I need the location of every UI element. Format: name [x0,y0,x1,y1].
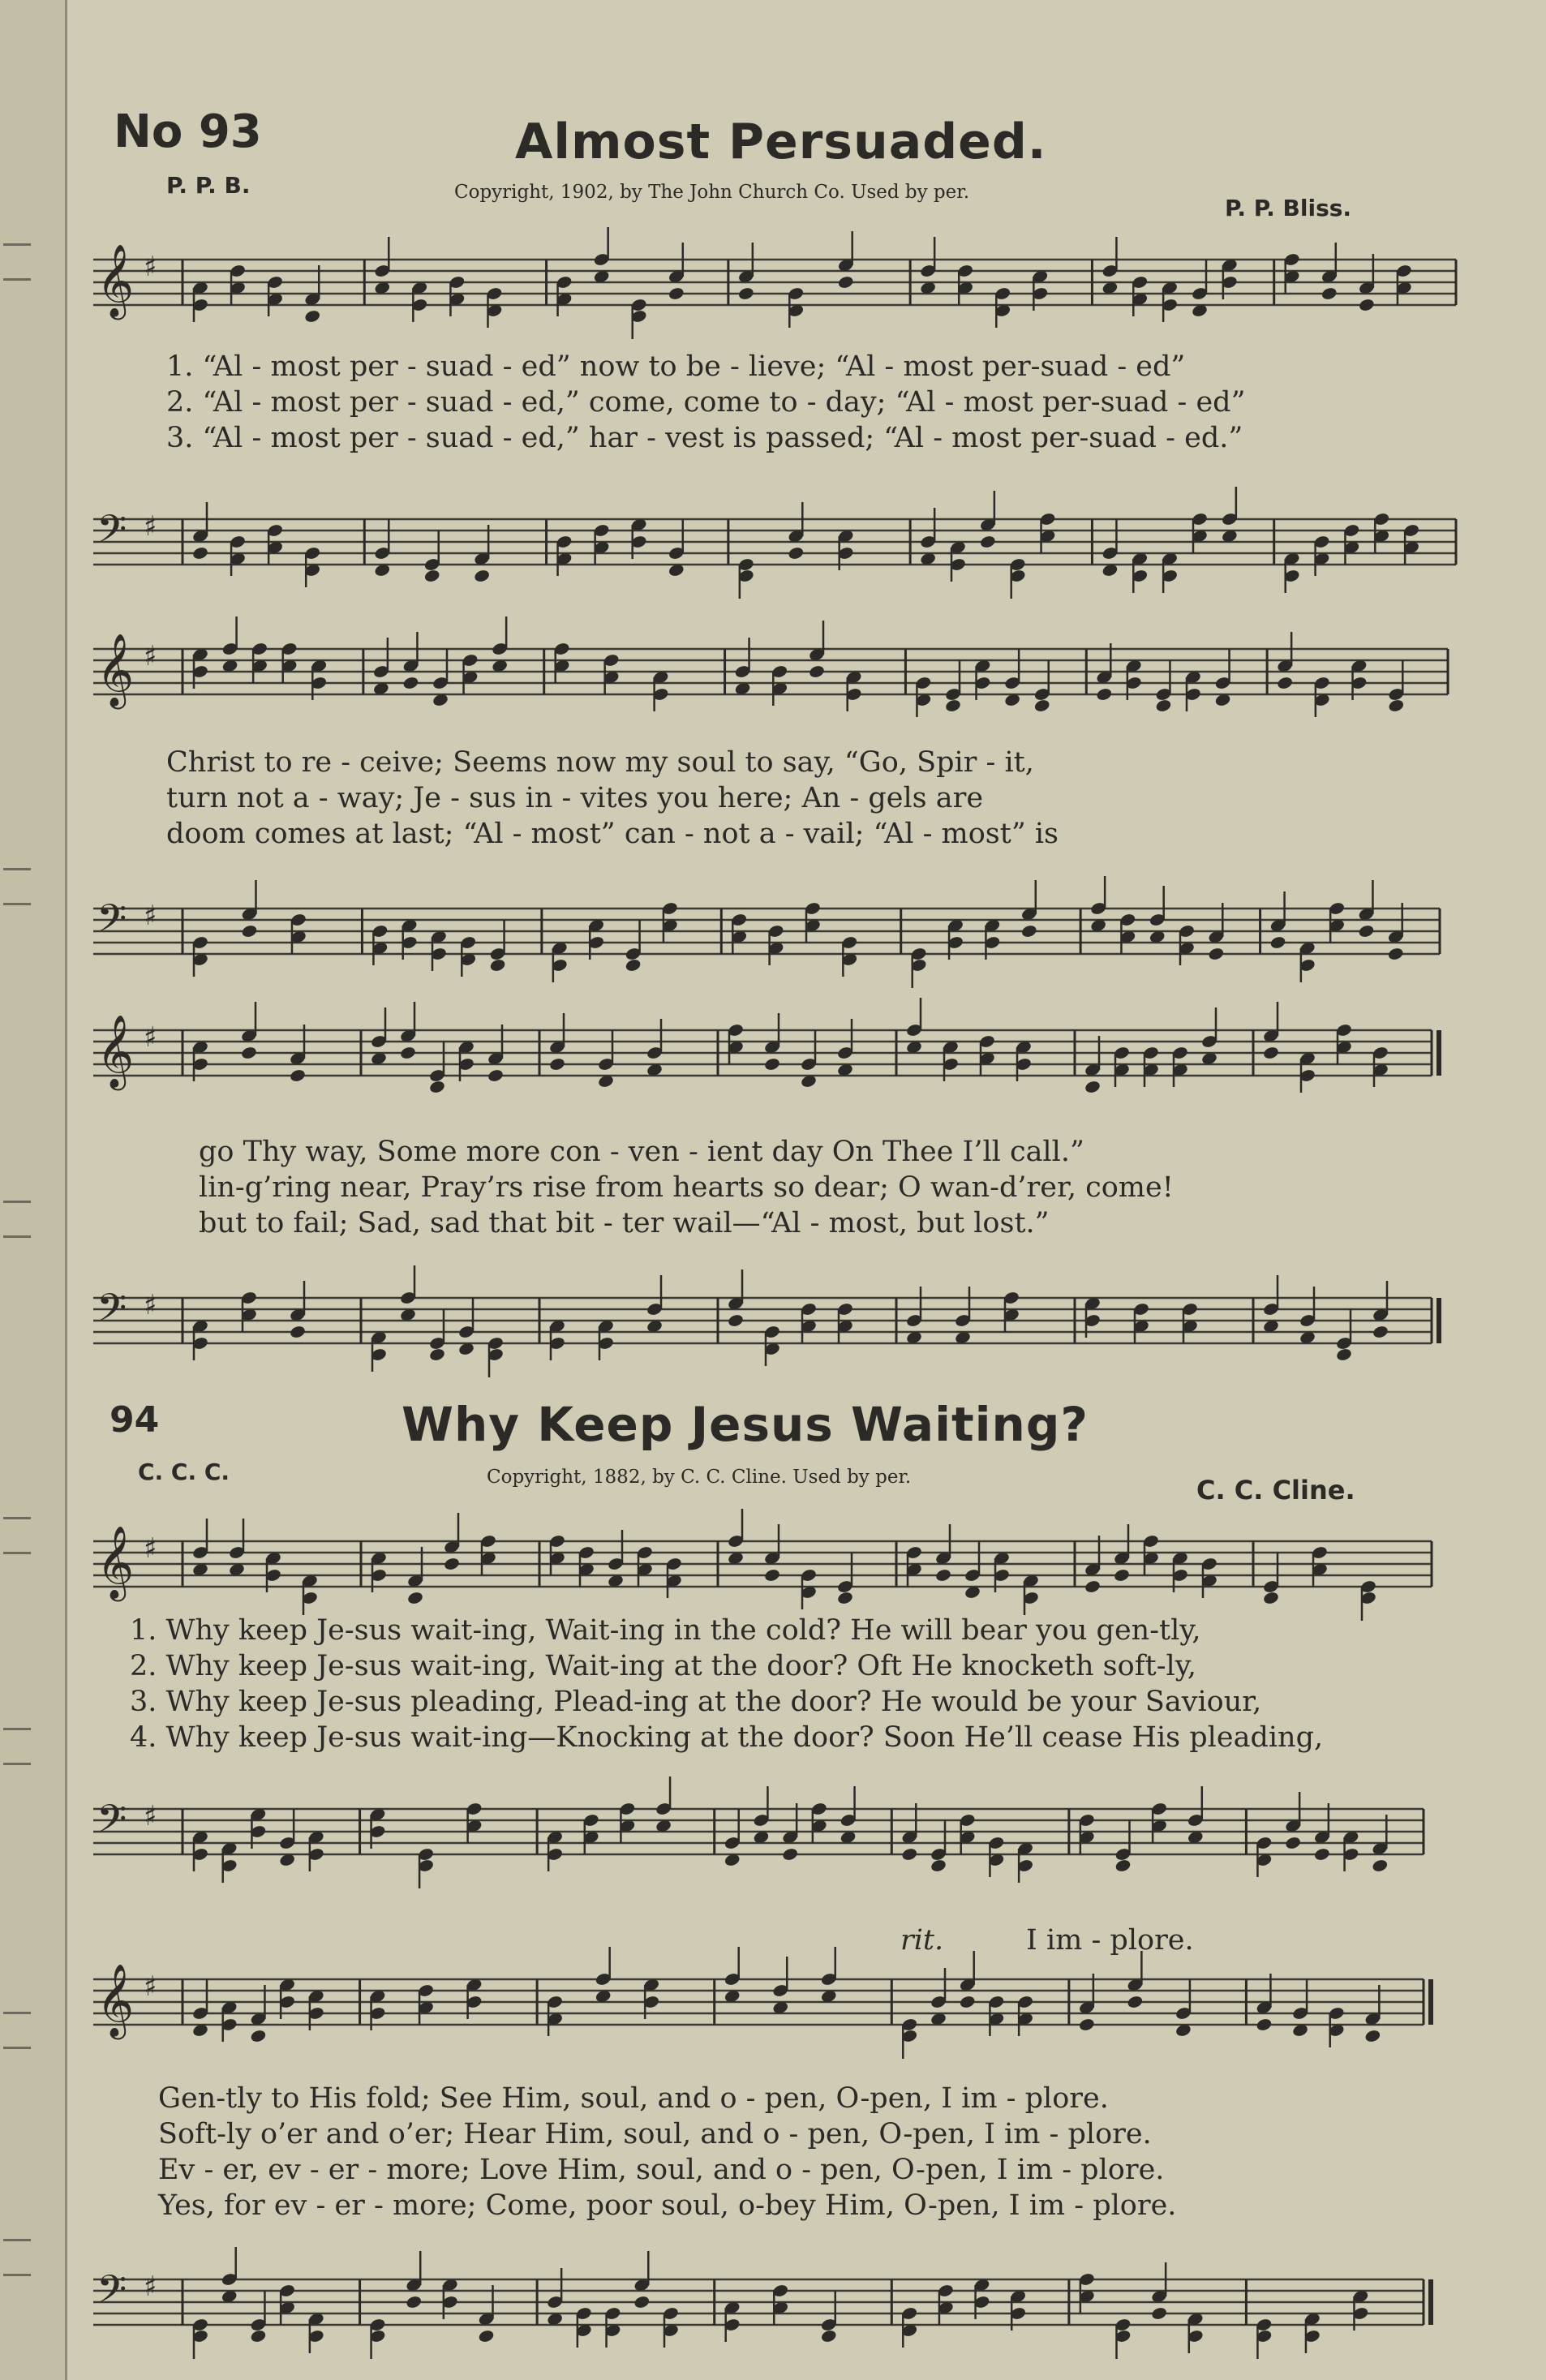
note-head-icon [489,958,506,973]
key-signature-sharp-icon: ♯ [144,510,157,543]
note-head-icon [625,958,642,973]
lyric-line: Yes, for ev - er - more; Come, poor soul, o-bey Him, O-pen, I im - plore. [158,2189,1177,2222]
note-head-icon [1358,924,1375,939]
hymnal-page [77,0,1529,2380]
note-head-icon [1388,698,1405,713]
note-head-icon [781,1847,798,1862]
lyric-line: Ev - er, ev - er - more; Love Him, soul, and o - pen, O-pen, I im - plore. [158,2154,1165,2186]
facing-page-staff-fragment [3,2012,31,2049]
note-head-icon [836,1591,853,1605]
note-head-icon [1387,947,1404,961]
lyric-line: Gen-tly to His fold; See Him, soul, and o - pen, O-pen, I im - plore. [158,2082,1109,2115]
note-head-icon [820,2329,837,2343]
note-head-icon [944,698,961,713]
note-head-icon [1113,1568,1130,1583]
ritardando-mark: rit. [900,1924,944,1957]
treble-staff [77,616,1529,746]
key-signature-sharp-icon: ♯ [144,1800,157,1832]
note-head-icon [1096,687,1113,702]
facing-page-edge [0,0,67,2380]
bass-clef-icon: 𝄢 [97,1285,127,1340]
bass-clef-icon: 𝄢 [97,1796,127,1851]
note-head-icon [1372,1325,1389,1339]
bass-clef-icon: 𝄢 [97,2266,127,2322]
treble-staff [77,998,1529,1128]
lyric-line: 2. “Al - most per - suad - ed,” come, come to - day; “Al - most per-suad - ed” [166,386,1246,419]
bass-staff [77,1265,1529,1395]
note-head-icon [423,569,440,583]
note-head-icon [788,546,805,561]
note-head-icon [1284,1836,1301,1850]
note-head-icon [428,1347,445,1362]
note-head-icon [1020,924,1037,939]
hymn-title: Almost Persuaded. [515,114,1047,170]
lyric-line: but to fail; Sad, sad that bit - ter wail—“Al - most, but lost.” [199,1207,1050,1239]
lyric-line: 1. “Al - most per - suad - ed” now to be - lieve; “Al - most per-suad - ed” [166,350,1186,383]
words-credit: P. P. B. [166,172,251,199]
note-head-icon [930,1858,947,1873]
note-head-icon [1084,1579,1101,1594]
note-head-icon [1208,947,1225,961]
bass-staff [77,876,1529,1006]
note-head-icon [473,569,490,583]
lyric-line: 4. Why keep Je-sus wait-ing—Knocking at the door? Soon He’ll cease His pleading, [130,1721,1324,1754]
note-head-icon [428,1080,445,1094]
note-head-icon [1127,1995,1144,2009]
note-head-icon [901,1847,918,1862]
lyrics-block [158,2081,1176,2223]
note-head-icon [1321,286,1338,301]
words-credit: C. C. C. [138,1459,230,1485]
note-head-icon [1358,298,1375,312]
lyric-line: lin-g’ring near, Pray’rs rise from hearts so dear; O wan-d’rer, come! [199,1171,1174,1204]
note-head-icon [1262,1046,1279,1060]
note-head-icon [979,535,996,549]
note-head-icon [1078,2017,1095,2032]
treble-clef-icon: 𝄞 [97,1526,135,1599]
note-head-icon [1084,1080,1101,1094]
lyric-line: turn not a - way; Je - sus in - vites you here; An - gels are [166,782,984,814]
final-barline [1428,2279,1433,2325]
note-head-icon [1262,1591,1279,1605]
lyric-line: doom comes at last; “Al - most” can - not a - vail; “Al - most” is [166,818,1059,850]
note-head-icon [1150,2306,1167,2321]
key-signature-sharp-icon: ♯ [144,1021,157,1054]
lyric-line: Christ to re - ceive; Seems now my soul to say, “Go, Spir - it, [166,746,1034,779]
note-head-icon [1372,1858,1389,1873]
key-signature-sharp-icon: ♯ [144,900,157,932]
note-head-icon [1335,1347,1352,1362]
hymn-number: 94 [110,1399,160,1441]
lyric-line: 1. Why keep Je-sus wait-ing, Wait-ing in the cold? He will bear you gen-tly, [130,1614,1201,1647]
note-head-icon [443,1557,460,1571]
note-head-icon [289,1325,306,1339]
note-head-icon [1033,698,1050,713]
note-head-icon [289,1068,306,1083]
note-head-icon [763,1057,780,1072]
music-credit: P. P. Bliss. [1225,195,1352,221]
lyric-line: 3. Why keep Je-sus pleading, Plead-ing at the door? He would be your Saviour, [130,1686,1262,1718]
note-head-icon [959,1995,976,2009]
lyrics-block [130,1613,1323,1755]
treble-clef-icon: 𝄞 [97,1015,135,1088]
note-head-icon [548,1057,565,1072]
bass-staff [77,487,1529,616]
note-head-icon [1269,935,1286,950]
lyrics-block [199,1134,1174,1241]
note-head-icon [1114,1858,1132,1873]
bass-staff [77,2247,1529,2377]
note-head-icon [1364,2029,1381,2043]
note-head-icon [402,676,419,690]
note-head-icon [1256,2017,1273,2032]
note-head-icon [763,1568,780,1583]
note-head-icon [1276,676,1293,690]
treble-staff [77,1947,1529,2077]
music-credit: C. C. Cline. [1196,1475,1355,1506]
hymn-title: Why Keep Jesus Waiting? [402,1397,1089,1452]
note-head-icon [304,309,321,324]
note-head-icon [191,546,208,561]
treble-clef-icon: 𝄞 [97,244,135,317]
treble-staff [77,227,1529,357]
note-head-icon [241,924,258,939]
key-signature-sharp-icon: ♯ [144,2270,157,2303]
facing-page-staff-fragment [3,1517,31,1554]
key-signature-sharp-icon: ♯ [144,1970,157,2003]
key-signature-sharp-icon: ♯ [144,1289,157,1321]
final-barline [1428,1979,1433,2025]
note-head-icon [487,1068,504,1083]
note-head-icon [240,1046,257,1060]
lyric-line: go Thy way, Some more con - ven - ient day On Thee I’ll call.” [199,1136,1084,1168]
note-head-icon [399,1046,416,1060]
lyric-line: 3. “Al - most per - suad - ed,” har - vest is passed; “Al - most per-suad - ed.” [166,422,1243,454]
note-head-icon [1313,1847,1330,1862]
key-signature-sharp-icon: ♯ [144,1532,157,1565]
note-head-icon [934,1568,951,1583]
note-head-icon [406,2295,423,2309]
note-head-icon [478,2329,495,2343]
key-signature-sharp-icon: ♯ [144,251,157,283]
note-head-icon [1155,698,1172,713]
bass-staff [77,1776,1529,1906]
facing-page-staff-fragment [3,1728,31,1765]
note-head-icon [837,275,854,290]
key-signature-sharp-icon: ♯ [144,640,157,672]
treble-clef-icon: 𝄞 [97,634,135,707]
final-barline [1436,1298,1441,1343]
hymn-number: No 93 [114,105,262,158]
note-head-icon [250,2029,267,2043]
copyright-notice: Copyright, 1882, by C. C. Cline. Used by per. [487,1467,912,1488]
facing-page-staff-fragment [3,243,31,281]
facing-page-staff-fragment [3,2239,31,2276]
bass-clef-icon: 𝄢 [97,896,127,951]
facing-page-staff-fragment [3,868,31,905]
refrain-text: I im - plore. [1026,1924,1194,1957]
note-head-icon [633,2295,651,2309]
lyrics-block [166,745,1059,852]
lyric-line: Soft-ly o’er and o’er; Hear Him, soul, and o - pen, O-pen, I im - plore. [158,2118,1152,2150]
lyric-line: 2. Why keep Je-sus wait-ing, Wait-ing at the door? Oft He knocketh soft-ly, [130,1650,1196,1682]
note-head-icon [406,1591,423,1605]
bass-clef-icon: 𝄢 [97,506,127,561]
final-barline [1436,1030,1441,1076]
note-head-icon [668,286,685,301]
note-head-icon [250,2329,267,2343]
treble-clef-icon: 𝄞 [97,1964,135,2037]
note-head-icon [727,1313,744,1328]
note-head-icon [737,286,754,301]
lyrics-block [166,349,1245,456]
facing-page-staff-fragment [3,1201,31,1238]
copyright-notice: Copyright, 1902, by The John Church Co. Used by per. [454,182,970,203]
note-head-icon [808,664,825,679]
